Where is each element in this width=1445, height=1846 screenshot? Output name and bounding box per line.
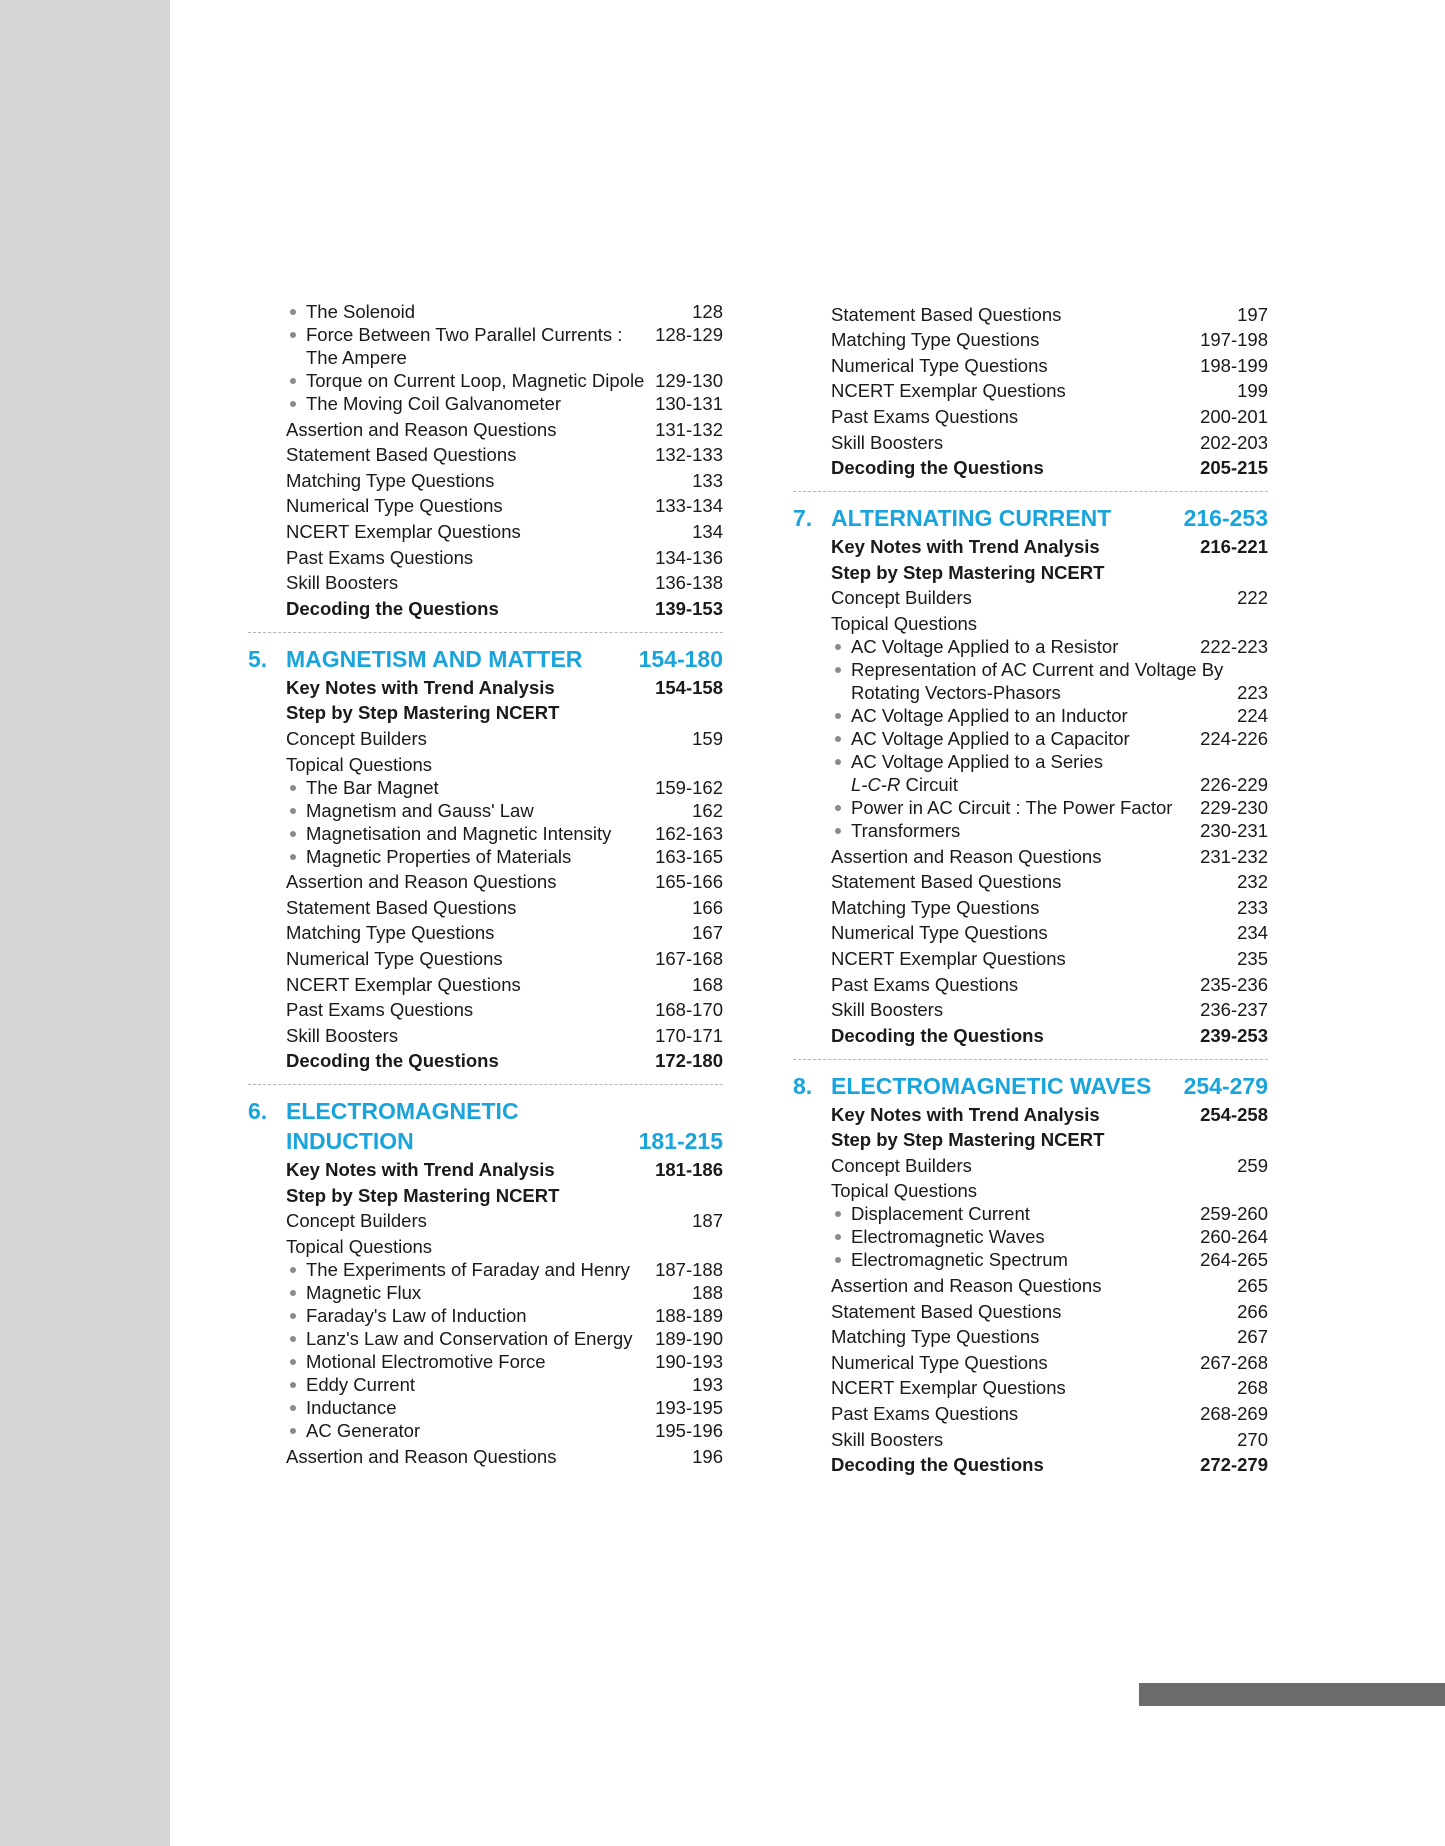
chapter-heading-6-line2[interactable]: INDUCTION 181-215 — [286, 1128, 723, 1155]
toc-entry[interactable]: Skill Boosters 136-138 — [286, 572, 723, 594]
section-divider — [248, 1084, 723, 1085]
toc-entry[interactable]: Electromagnetic Waves 260-264 — [793, 1225, 1268, 1248]
toc-entry[interactable]: Numerical Type Questions 198-199 — [831, 354, 1268, 376]
toc-entry-continued: The Ampere — [306, 347, 407, 368]
toc-entry[interactable]: AC Voltage Applied to a Resistor 222-223 — [793, 635, 1268, 658]
toc-entry[interactable]: NCERT Exemplar Questions 199 — [831, 380, 1268, 402]
toc-entry[interactable]: Numerical Type Questions 234 — [831, 922, 1268, 944]
chapter-heading-7[interactable]: 7. ALTERNATING CURRENT 216-253 — [793, 505, 1268, 532]
toc-entry[interactable]: Concept Builders 159 — [286, 727, 723, 749]
toc-entry[interactable]: Skill Boosters 202-203 — [831, 431, 1268, 453]
chapter-heading-5[interactable]: 5. MAGNETISM AND MATTER 154-180 — [248, 645, 723, 672]
toc-subheading: Topical Questions — [831, 612, 978, 634]
toc-entry[interactable]: Decoding the Questions 139-153 — [286, 597, 723, 619]
toc-entry[interactable]: Skill Boosters 236-237 — [831, 999, 1268, 1021]
toc-entry[interactable]: Magnetisation and Magnetic Intensity 162-163 — [248, 822, 723, 845]
toc-entry[interactable]: NCERT Exemplar Questions 168 — [286, 973, 723, 995]
toc-entry[interactable]: Numerical Type Questions 167-168 — [286, 947, 723, 969]
toc-entry-continued[interactable]: Rotating Vectors-Phasors 223 — [851, 681, 1268, 703]
section-divider — [793, 1059, 1268, 1060]
toc-entry[interactable]: Electromagnetic Spectrum 264-265 — [793, 1248, 1268, 1271]
page-footer-bar — [1139, 1683, 1445, 1706]
toc-entry[interactable]: Statement Based Questions 197 — [831, 303, 1268, 325]
toc-column-left — [248, 300, 723, 1470]
toc-subheading: Topical Questions — [286, 1236, 433, 1258]
toc-entry[interactable]: Key Notes with Trend Analysis 216-221 — [831, 536, 1268, 558]
toc-entry[interactable]: Motional Electromotive Force 190-193 — [248, 1350, 723, 1373]
toc-column-right — [793, 300, 1268, 1479]
toc-entry[interactable]: Past Exams Questions 200-201 — [831, 405, 1268, 427]
toc-entry[interactable]: Past Exams Questions 168-170 — [286, 999, 723, 1021]
toc-entry[interactable]: Statement Based Questions 166 — [286, 896, 723, 918]
toc-entry[interactable]: Lanz's Law and Conservation of Energy 189-190 — [248, 1327, 723, 1350]
toc-subheading: Step by Step Mastering NCERT — [286, 702, 560, 724]
toc-entry[interactable]: Matching Type Questions 233 — [831, 896, 1268, 918]
toc-entry[interactable]: AC Voltage Applied to an Inductor 224 — [793, 704, 1268, 727]
toc-entry[interactable]: Power in AC Circuit : The Power Factor 229-230 — [793, 796, 1268, 819]
toc-entry[interactable]: Skill Boosters 270 — [831, 1428, 1268, 1450]
toc-entry[interactable]: The Experiments of Faraday and Henry 187-188 — [248, 1258, 723, 1281]
toc-entry[interactable]: Force Between Two Parallel Currents : 128-129 — [248, 323, 723, 346]
toc-entry[interactable]: NCERT Exemplar Questions 235 — [831, 947, 1268, 969]
toc-entry[interactable]: Transformers 230-231 — [793, 819, 1268, 842]
toc-entry-continued[interactable]: L-C-R Circuit 226-229 — [851, 773, 1268, 795]
section-divider — [248, 632, 723, 633]
chapter-heading-8[interactable]: 8. ELECTROMAGNETIC WAVES 254-279 — [793, 1072, 1268, 1099]
toc-entry[interactable]: Matching Type Questions 197-198 — [831, 329, 1268, 351]
toc-entry[interactable]: Representation of AC Current and Voltage By — [793, 658, 1268, 681]
toc-entry[interactable]: Assertion and Reason Questions 165-166 — [286, 871, 723, 893]
toc-entry[interactable]: Past Exams Questions 134-136 — [286, 546, 723, 568]
toc-entry[interactable]: Past Exams Questions 235-236 — [831, 973, 1268, 995]
toc-entry[interactable]: Past Exams Questions 268-269 — [831, 1403, 1268, 1425]
toc-entry[interactable]: Concept Builders 222 — [831, 587, 1268, 609]
toc-entry[interactable]: Key Notes with Trend Analysis 154-158 — [286, 676, 723, 698]
toc-entry[interactable]: The Moving Coil Galvanometer 130-131 — [248, 392, 723, 415]
toc-entry[interactable]: Decoding the Questions 272-279 — [831, 1454, 1268, 1476]
toc-entry[interactable]: The Bar Magnet 159-162 — [248, 776, 723, 799]
toc-entry[interactable]: NCERT Exemplar Questions 134 — [286, 520, 723, 542]
toc-entry[interactable]: Magnetic Flux 188 — [248, 1281, 723, 1304]
toc-entry[interactable]: Concept Builders 187 — [286, 1210, 723, 1232]
chapter-heading-6[interactable]: 6. ELECTROMAGNETIC — [248, 1098, 519, 1125]
toc-entry[interactable]: Statement Based Questions 232 — [831, 871, 1268, 893]
toc-subheading: Step by Step Mastering NCERT — [286, 1184, 560, 1206]
section-divider — [793, 491, 1268, 492]
toc-subheading: Topical Questions — [831, 1180, 978, 1202]
toc-entry[interactable]: Displacement Current 259-260 — [793, 1202, 1268, 1225]
toc-entry[interactable]: Assertion and Reason Questions 196 — [286, 1445, 723, 1467]
toc-entry[interactable]: AC Voltage Applied to a Capacitor 224-226 — [793, 727, 1268, 750]
toc-entry[interactable]: Inductance 193-195 — [248, 1396, 723, 1419]
page-side-strip — [0, 0, 170, 1846]
toc-entry[interactable]: Decoding the Questions 239-253 — [831, 1024, 1268, 1046]
toc-entry[interactable]: Statement Based Questions 132-133 — [286, 444, 723, 466]
toc-entry[interactable]: NCERT Exemplar Questions 268 — [831, 1377, 1268, 1399]
toc-entry[interactable]: Assertion and Reason Questions 231-232 — [831, 845, 1268, 867]
toc-entry[interactable]: Assertion and Reason Questions 265 — [831, 1275, 1268, 1297]
toc-entry[interactable]: Faraday's Law of Induction 188-189 — [248, 1304, 723, 1327]
toc-entry[interactable]: Magnetism and Gauss' Law 162 — [248, 799, 723, 822]
toc-entry[interactable]: Concept Builders 259 — [831, 1154, 1268, 1176]
toc-entry[interactable]: Assertion and Reason Questions 131-132 — [286, 418, 723, 440]
toc-entry[interactable]: The Solenoid 128 — [248, 300, 723, 323]
toc-subheading: Topical Questions — [286, 753, 433, 775]
toc-entry[interactable]: Key Notes with Trend Analysis 181-186 — [286, 1159, 723, 1181]
toc-entry[interactable]: Numerical Type Questions 267-268 — [831, 1351, 1268, 1373]
toc-entry[interactable]: Skill Boosters 170-171 — [286, 1024, 723, 1046]
toc-entry[interactable]: Key Notes with Trend Analysis 254-258 — [831, 1103, 1268, 1125]
toc-entry[interactable]: AC Voltage Applied to a Series — [793, 750, 1268, 773]
toc-entry[interactable]: Matching Type Questions 167 — [286, 922, 723, 944]
toc-entry[interactable]: Decoding the Questions 205-215 — [831, 457, 1268, 479]
toc-entry[interactable]: Decoding the Questions 172-180 — [286, 1050, 723, 1072]
toc-subheading: Step by Step Mastering NCERT — [831, 561, 1105, 583]
toc-entry[interactable]: Matching Type Questions 133 — [286, 469, 723, 491]
toc-entry[interactable]: Eddy Current 193 — [248, 1373, 723, 1396]
toc-subheading: Step by Step Mastering NCERT — [831, 1129, 1105, 1151]
toc-entry[interactable]: Matching Type Questions 267 — [831, 1326, 1268, 1348]
toc-entry[interactable]: Statement Based Questions 266 — [831, 1300, 1268, 1322]
toc-entry[interactable]: Torque on Current Loop, Magnetic Dipole 129-130 — [248, 369, 723, 392]
toc-entry[interactable]: Magnetic Properties of Materials 163-165 — [248, 845, 723, 868]
toc-entry[interactable]: AC Generator 195-196 — [248, 1419, 723, 1442]
toc-entry[interactable]: Numerical Type Questions 133-134 — [286, 495, 723, 517]
